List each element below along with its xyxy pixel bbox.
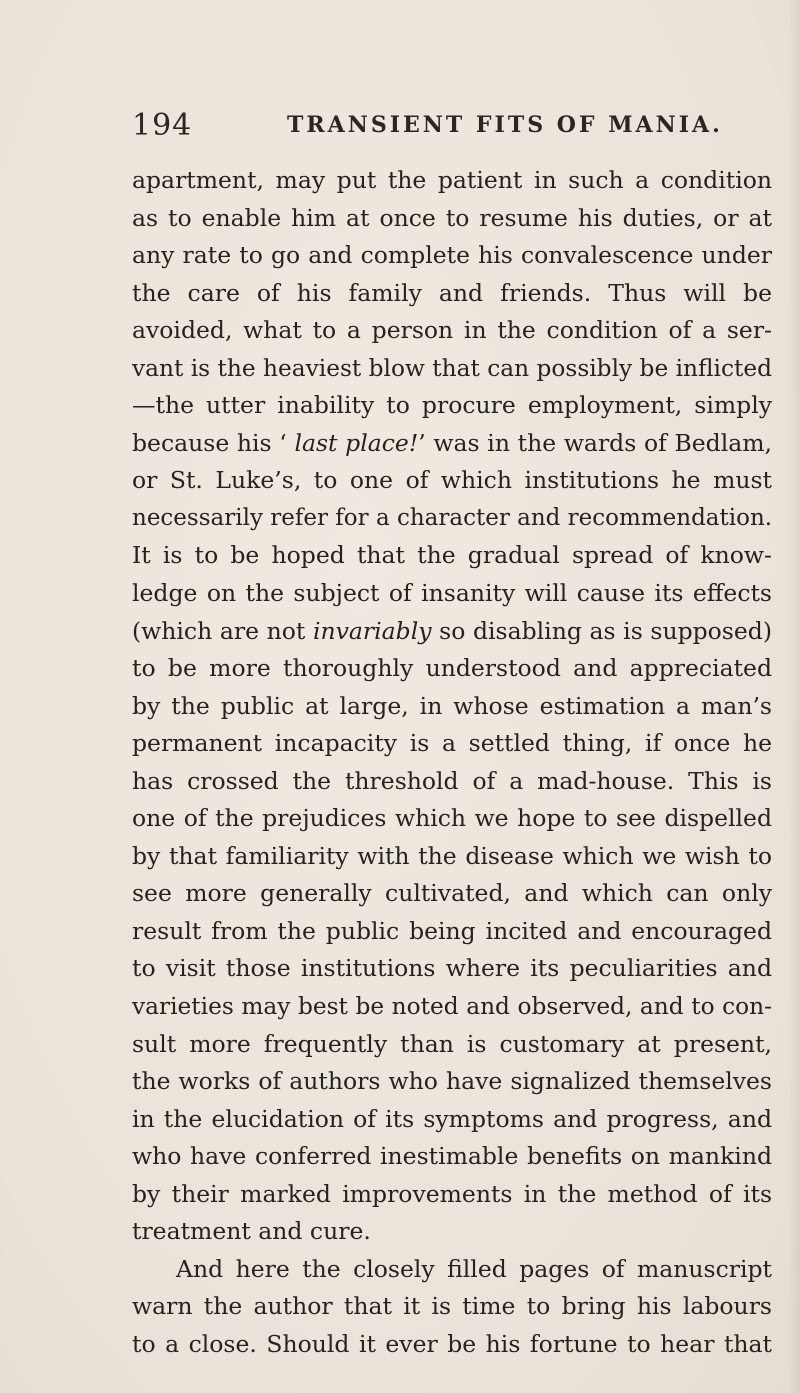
text-line: warn the author that it is time to bring his labours <box>132 1292 772 1321</box>
text-line: one of the prejudices which we hope to see dispelled <box>132 804 772 833</box>
text-line: necessarily refer for a character and recommendation. <box>132 504 772 531</box>
text-line: or St. Luke’s, to one of which institutions he must <box>132 466 772 495</box>
text-line: the care of his family and friends. Thus will be <box>132 278 772 307</box>
text-line: to a close. Should it ever be his fortune to hear that <box>132 1329 772 1358</box>
body-text <box>132 162 772 1364</box>
text-line: because his ‘ last place!’ was in the wards of Bedlam, <box>132 428 772 457</box>
text-line: has crossed the threshold of a mad-house. This is <box>132 766 772 795</box>
page-number: 194 <box>132 108 193 143</box>
text-line: by their marked improvements in the method of its <box>132 1179 772 1208</box>
text-line: avoided, what to a person in the condition of a ser- <box>132 316 772 345</box>
running-head <box>132 108 772 148</box>
text-line-paragraph-start: And here the closely filled pages of manuscript <box>176 1254 772 1283</box>
text-line: see more generally cultivated, and which can only <box>132 879 772 908</box>
text-line: It is to be hoped that the gradual spread of know- <box>132 541 772 570</box>
text-line: (which are not invariably so disabling as is supposed) <box>132 616 772 645</box>
text-line: permanent incapacity is a settled thing, if once he <box>132 729 772 758</box>
text-line: any rate to go and complete his convalescence under <box>132 241 772 270</box>
text-line: the works of authors who have signalized themselves <box>132 1067 772 1096</box>
text-line: who have conferred inestimable benefits on mankind <box>132 1142 772 1171</box>
text-line: result from the public being incited and encouraged <box>132 916 772 945</box>
text-line: to visit those institutions where its peculiarities and <box>132 954 772 983</box>
text-line: to be more thoroughly understood and appreciated <box>132 654 772 683</box>
text-line: ledge on the subject of insanity will cause its effects <box>132 579 772 608</box>
text-line: —the utter inability to procure employment, simply <box>132 391 772 420</box>
text-line: by the public at large, in whose estimation a man’s <box>132 691 772 720</box>
text-line: varieties may best be noted and observed, and to con- <box>132 993 772 1021</box>
text-line: by that familiarity with the disease which we wish to <box>132 841 772 870</box>
text-line-paragraph-end: treatment and cure. <box>132 1217 371 1246</box>
text-line: in the elucidation of its symptoms and progress, and <box>132 1104 772 1133</box>
running-title: TRANSIENT FITS OF MANIA. <box>287 112 723 138</box>
text-line: as to enable him at once to resume his duties, or at <box>132 203 772 232</box>
text-line: sult more frequently than is customary at present, <box>132 1029 772 1058</box>
text-line: apartment, may put the patient in such a condition <box>132 166 772 194</box>
page-edge-shadow <box>788 0 800 1393</box>
text-line: vant is the heaviest blow that can possibly be inflicted <box>132 354 772 382</box>
